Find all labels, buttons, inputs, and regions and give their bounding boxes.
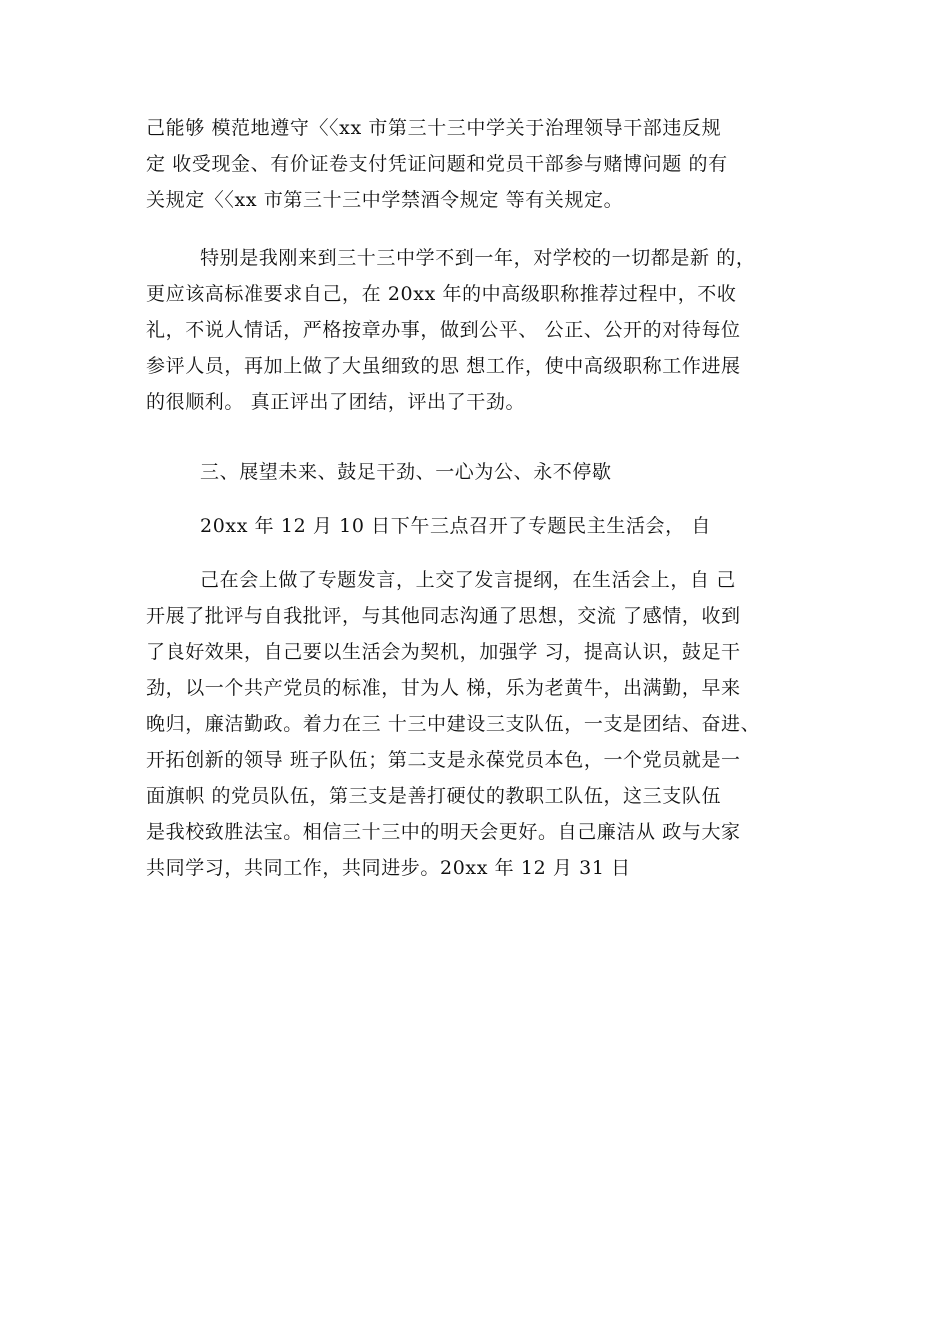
text-line: 定 收受现金、有价证卷支付凭证问题和党员干部参与赌博问题 的有 xyxy=(146,153,728,175)
paragraph-title-evaluation xyxy=(146,240,826,420)
text-line: 20xx 年 12 月 10 日下午三点召开了专题民主生活会， 自 xyxy=(200,515,711,537)
text-line: 开展了批评与自我批评，与其他同志沟通了思想，交流 了感情，收到 xyxy=(146,605,741,627)
text-line: 面旗帜 的党员队伍，第三支是善打硬仗的教职工队伍，这三支队伍 xyxy=(146,785,722,807)
text-line: 关规定〈〈xx 市第三十三中学禁酒令规定 等有关规定。 xyxy=(146,189,624,211)
text-line: 己能够 模范地遵守〈〈xx 市第三十三中学关于治理领导干部违反规 xyxy=(146,117,722,139)
text-line: 的很顺利。 真正评出了团结，评出了干劲。 xyxy=(146,391,526,413)
paragraph-meeting-summary xyxy=(146,562,826,886)
section-heading-outlook xyxy=(146,454,826,490)
paragraph-meeting-date xyxy=(146,508,826,544)
paragraph-compliance xyxy=(146,110,826,218)
text-line: 劲，以一个共产党员的标准，甘为人 梯，乐为老黄牛，出满勤，早来 xyxy=(146,677,741,699)
text-line: 更应该高标准要求自己，在 20xx 年的中高级职称推荐过程中，不收 xyxy=(146,283,737,305)
text-line: 礼，不说人情话，严格按章办事，做到公平、 公正、公开的对待每位 xyxy=(146,319,741,341)
section-heading: 三、展望未来、鼓足干劲、一心为公、永不停歇 xyxy=(200,461,612,483)
text-line: 晚归，廉洁勤政。着力在三 十三中建设三支队伍，一支是团结、奋进、 xyxy=(146,713,761,735)
text-line: 己在会上做了专题发言，上交了发言提纲，在生活会上，自 己 xyxy=(200,569,736,591)
text-line: 共同学习，共同工作，共同进步。20xx 年 12 月 31 日 xyxy=(146,857,631,879)
text-line: 特别是我刚来到三十三中学不到一年，对学校的一切都是新 的， xyxy=(200,247,756,269)
text-line: 是我校致胜法宝。相信三十三中的明天会更好。自己廉洁从 政与大家 xyxy=(146,821,741,843)
text-line: 了良好效果，自己要以生活会为契机，加强学 习，提高认识，鼓足干 xyxy=(146,641,741,663)
text-line: 开拓创新的领导 班子队伍；第二支是永葆党员本色，一个党员就是一 xyxy=(146,749,741,771)
text-line: 参评人员，再加上做了大虽细致的思 想工作，使中高级职称工作进展 xyxy=(146,355,741,377)
